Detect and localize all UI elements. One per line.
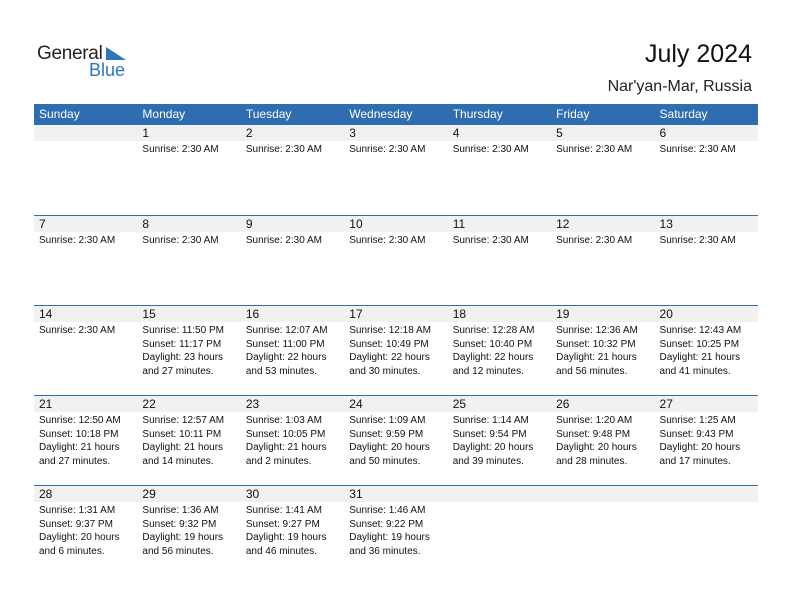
sun-info-line: and 27 minutes. [142, 365, 214, 377]
day-sun-info [344, 322, 447, 378]
page-title: July 2024 [644, 40, 752, 68]
day-number: 21 [34, 396, 137, 412]
day-sun-info [241, 502, 344, 558]
day-sun-info [34, 502, 137, 558]
day-sun-info [241, 232, 344, 248]
sun-info-line: Sunset: 9:43 PM [659, 428, 734, 440]
day-cell-29 [137, 486, 240, 575]
day-sun-info [655, 322, 758, 378]
day-number: 22 [137, 396, 240, 412]
sun-info-line: Daylight: 21 hours [142, 442, 224, 453]
sun-info-line: Sunrise: 1:14 AM [452, 415, 529, 426]
day-sun-info [241, 141, 344, 157]
day-cell-14 [34, 306, 137, 395]
day-number: 8 [137, 216, 240, 232]
day-number: 25 [448, 396, 551, 412]
day-cell-empty [655, 486, 758, 575]
day-cell-15 [137, 306, 240, 395]
day-cell-25 [448, 396, 551, 485]
day-number: 31 [344, 486, 447, 502]
sun-info-line: Daylight: 19 hours [245, 532, 327, 543]
day-sun-info [344, 502, 447, 558]
sun-info-line: Sunset: 10:18 PM [39, 428, 119, 440]
day-number: 15 [137, 306, 240, 322]
day-number: 19 [551, 306, 654, 322]
day-cell-empty [34, 125, 137, 215]
sun-info-line: Sunrise: 1:36 AM [142, 505, 219, 516]
sun-info-line: and 30 minutes. [349, 365, 421, 377]
logo-blue-text: Blue [89, 60, 126, 80]
sun-info-line: Sunset: 11:00 PM [245, 338, 325, 350]
day-cell-13 [655, 216, 758, 305]
sun-info-line: Daylight: 23 hours [142, 352, 224, 363]
sun-info-line: Sunrise: 11:50 PM [142, 325, 224, 336]
week-row [34, 125, 758, 215]
sun-info-line: Sunrise: 12:28 AM [452, 325, 535, 336]
day-number: 28 [34, 486, 137, 502]
day-number: 5 [551, 125, 654, 141]
day-sun-info [448, 141, 551, 157]
sun-info-line: Sunrise: 1:03 AM [245, 415, 322, 426]
day-sun-info [241, 412, 344, 468]
day-cell-9 [241, 216, 344, 305]
day-number: 16 [241, 306, 344, 322]
day-cell-7 [34, 216, 137, 305]
day-number: 12 [551, 216, 654, 232]
day-number: 2 [241, 125, 344, 141]
sun-info-line: Sunrise: 12:57 AM [142, 415, 225, 426]
day-number: 4 [448, 125, 551, 141]
sun-info-line: Sunrise: 2:30 AM [349, 144, 426, 155]
day-number: 30 [241, 486, 344, 502]
day-number [551, 486, 654, 502]
sun-info-line: Daylight: 22 hours [452, 352, 534, 363]
day-number: 9 [241, 216, 344, 232]
day-cell-23 [241, 396, 344, 485]
sun-info-line: Sunrise: 1:46 AM [349, 505, 426, 516]
sun-info-line: Daylight: 22 hours [245, 352, 327, 363]
day-sun-info [655, 412, 758, 468]
sun-info-line: and 36 minutes. [349, 545, 421, 557]
day-number: 7 [34, 216, 137, 232]
sun-info-line: Sunrise: 2:30 AM [556, 235, 633, 246]
sun-info-line: Sunset: 10:05 PM [245, 428, 326, 440]
day-sun-info [551, 232, 654, 248]
sun-info-line: Sunrise: 2:30 AM [452, 144, 529, 155]
day-sun-info [137, 412, 240, 468]
day-number: 3 [344, 125, 447, 141]
day-cell-27 [655, 396, 758, 485]
day-sun-info [137, 322, 240, 378]
day-cell-5 [551, 125, 654, 215]
sun-info-line: Sunset: 10:32 PM [556, 338, 636, 350]
sun-info-line: Sunset: 9:37 PM [39, 518, 113, 530]
sun-info-line: Sunrise: 2:30 AM [39, 235, 116, 246]
sun-info-line: Daylight: 19 hours [349, 532, 430, 543]
day-cell-17 [344, 306, 447, 395]
day-cell-30 [241, 486, 344, 575]
week-row [34, 215, 758, 305]
day-sun-info [655, 141, 758, 157]
day-number: 29 [137, 486, 240, 502]
sun-info-line: Sunrise: 2:30 AM [659, 144, 736, 155]
week-row [34, 485, 758, 575]
sun-info-line: Sunrise: 12:50 AM [39, 415, 121, 426]
sun-info-line: Sunset: 9:59 PM [349, 428, 424, 440]
sun-info-line: and 53 minutes. [245, 365, 318, 377]
day-cell-18 [448, 306, 551, 395]
day-sun-info [655, 502, 758, 504]
sun-info-line: Sunrise: 2:30 AM [349, 235, 426, 246]
sun-info-line: Sunrise: 2:30 AM [245, 235, 322, 246]
sun-info-line: Sunset: 10:11 PM [142, 428, 222, 440]
day-cell-4 [448, 125, 551, 215]
sun-info-line: and 56 minutes. [556, 365, 628, 377]
day-cell-10 [344, 216, 447, 305]
sun-info-line: Sunset: 9:27 PM [245, 518, 320, 530]
sun-info-line: and 28 minutes. [556, 455, 628, 467]
day-number [34, 125, 137, 141]
day-sun-info [344, 232, 447, 248]
day-number: 11 [448, 216, 551, 232]
sun-info-line: Sunrise: 12:43 AM [659, 325, 742, 336]
day-sun-info [241, 322, 344, 378]
sun-info-line: Daylight: 20 hours [452, 442, 534, 453]
day-sun-info [34, 322, 137, 338]
sun-info-line: Sunset: 9:22 PM [349, 518, 424, 530]
sun-info-line: Daylight: 21 hours [556, 352, 637, 363]
calendar-grid [34, 104, 758, 575]
day-cell-22 [137, 396, 240, 485]
sun-info-line: Sunrise: 12:36 AM [556, 325, 638, 336]
brand-logo [37, 44, 137, 80]
day-cell-24 [344, 396, 447, 485]
day-number: 14 [34, 306, 137, 322]
sun-info-line: Sunrise: 2:30 AM [142, 235, 219, 246]
sun-info-line: Sunset: 9:32 PM [142, 518, 217, 530]
weekday-header-tuesday: Tuesday [245, 107, 292, 121]
day-sun-info [34, 141, 137, 143]
sun-info-line: Daylight: 22 hours [349, 352, 430, 363]
day-number: 20 [655, 306, 758, 322]
day-cell-12 [551, 216, 654, 305]
sun-info-line: Sunrise: 12:07 AM [245, 325, 328, 336]
day-number: 18 [448, 306, 551, 322]
day-sun-info [551, 141, 654, 157]
day-sun-info [551, 412, 654, 468]
sun-info-line: Sunrise: 2:30 AM [556, 144, 633, 155]
sun-info-line: Sunrise: 2:30 AM [452, 235, 529, 246]
weekday-header-row [34, 104, 758, 125]
sun-info-line: Daylight: 20 hours [349, 442, 430, 453]
sun-info-line: Sunrise: 1:41 AM [245, 505, 322, 516]
sun-info-line: Sunrise: 1:09 AM [349, 415, 426, 426]
day-sun-info [137, 232, 240, 248]
day-cell-16 [241, 306, 344, 395]
day-number [448, 486, 551, 502]
day-sun-info [34, 412, 137, 468]
sun-info-line: Sunset: 10:40 PM [452, 338, 533, 350]
day-number [655, 486, 758, 502]
calendar-weeks [34, 125, 758, 575]
sun-info-line: Sunrise: 2:30 AM [245, 144, 322, 155]
day-cell-31 [344, 486, 447, 575]
sun-info-line: Sunset: 10:25 PM [659, 338, 740, 350]
weekday-header-friday: Friday [556, 107, 590, 121]
sun-info-line: and 56 minutes. [142, 545, 214, 557]
sun-info-line: Daylight: 20 hours [39, 532, 120, 543]
sun-info-line: and 17 minutes. [659, 455, 731, 467]
day-sun-info [551, 502, 654, 504]
day-sun-info [34, 232, 137, 248]
day-number: 26 [551, 396, 654, 412]
day-number: 13 [655, 216, 758, 232]
week-row [34, 305, 758, 395]
day-sun-info [551, 322, 654, 378]
day-cell-21 [34, 396, 137, 485]
day-sun-info [137, 141, 240, 157]
sun-info-line: and 12 minutes. [452, 365, 524, 377]
day-sun-info [655, 232, 758, 248]
logo-general-text: General [37, 43, 103, 64]
sun-info-line: Sunset: 11:17 PM [142, 338, 222, 350]
weekday-header-thursday: Thursday [452, 107, 503, 121]
day-cell-1 [137, 125, 240, 215]
day-number: 27 [655, 396, 758, 412]
sun-info-line: and 46 minutes. [245, 545, 318, 557]
day-cell-2 [241, 125, 344, 215]
week-row [34, 395, 758, 485]
sun-info-line: Sunrise: 1:25 AM [659, 415, 736, 426]
day-sun-info [448, 322, 551, 378]
sun-info-line: and 41 minutes. [659, 365, 731, 377]
weekday-header-monday: Monday [142, 107, 186, 121]
day-cell-3 [344, 125, 447, 215]
day-number: 23 [241, 396, 344, 412]
sun-info-line: and 6 minutes. [39, 545, 105, 557]
sun-info-line: and 27 minutes. [39, 455, 111, 467]
sun-info-line: and 14 minutes. [142, 455, 214, 467]
day-cell-empty [448, 486, 551, 575]
day-cell-20 [655, 306, 758, 395]
sun-info-line: Sunset: 10:49 PM [349, 338, 429, 350]
day-cell-26 [551, 396, 654, 485]
sun-info-line: Sunrise: 2:30 AM [659, 235, 736, 246]
day-sun-info [344, 412, 447, 468]
weekday-header-sunday: Sunday [39, 107, 80, 121]
day-cell-empty [551, 486, 654, 575]
day-number: 24 [344, 396, 447, 412]
sun-info-line: Sunrise: 2:30 AM [39, 325, 116, 336]
day-sun-info [137, 502, 240, 558]
day-number: 10 [344, 216, 447, 232]
sun-info-line: Sunrise: 1:31 AM [39, 505, 116, 516]
sun-info-line: and 39 minutes. [452, 455, 524, 467]
sun-info-line: Sunrise: 12:18 AM [349, 325, 431, 336]
sun-info-line: Sunrise: 1:20 AM [556, 415, 633, 426]
sun-info-line: Daylight: 20 hours [659, 442, 741, 453]
day-sun-info [448, 502, 551, 504]
weekday-header-saturday: Saturday [659, 107, 708, 121]
sun-info-line: Daylight: 21 hours [659, 352, 741, 363]
day-sun-info [344, 141, 447, 157]
weekday-header-wednesday: Wednesday [349, 107, 413, 121]
day-number: 6 [655, 125, 758, 141]
sun-info-line: and 50 minutes. [349, 455, 421, 467]
sun-info-line: Daylight: 21 hours [39, 442, 120, 453]
sun-info-line: Daylight: 19 hours [142, 532, 224, 543]
day-cell-28 [34, 486, 137, 575]
sun-info-line: Sunrise: 2:30 AM [142, 144, 219, 155]
sun-info-line: Sunset: 9:54 PM [452, 428, 527, 440]
day-cell-19 [551, 306, 654, 395]
day-cell-11 [448, 216, 551, 305]
location-subtitle: Nar'yan-Mar, Russia [607, 78, 752, 95]
logo-flag-icon [106, 47, 126, 60]
day-number: 1 [137, 125, 240, 141]
sun-info-line: Daylight: 20 hours [556, 442, 637, 453]
sun-info-line: Daylight: 21 hours [245, 442, 327, 453]
day-number: 17 [344, 306, 447, 322]
day-cell-8 [137, 216, 240, 305]
day-sun-info [448, 412, 551, 468]
sun-info-line: and 2 minutes. [245, 455, 312, 467]
day-sun-info [448, 232, 551, 248]
sun-info-line: Sunset: 9:48 PM [556, 428, 631, 440]
day-cell-6 [655, 125, 758, 215]
